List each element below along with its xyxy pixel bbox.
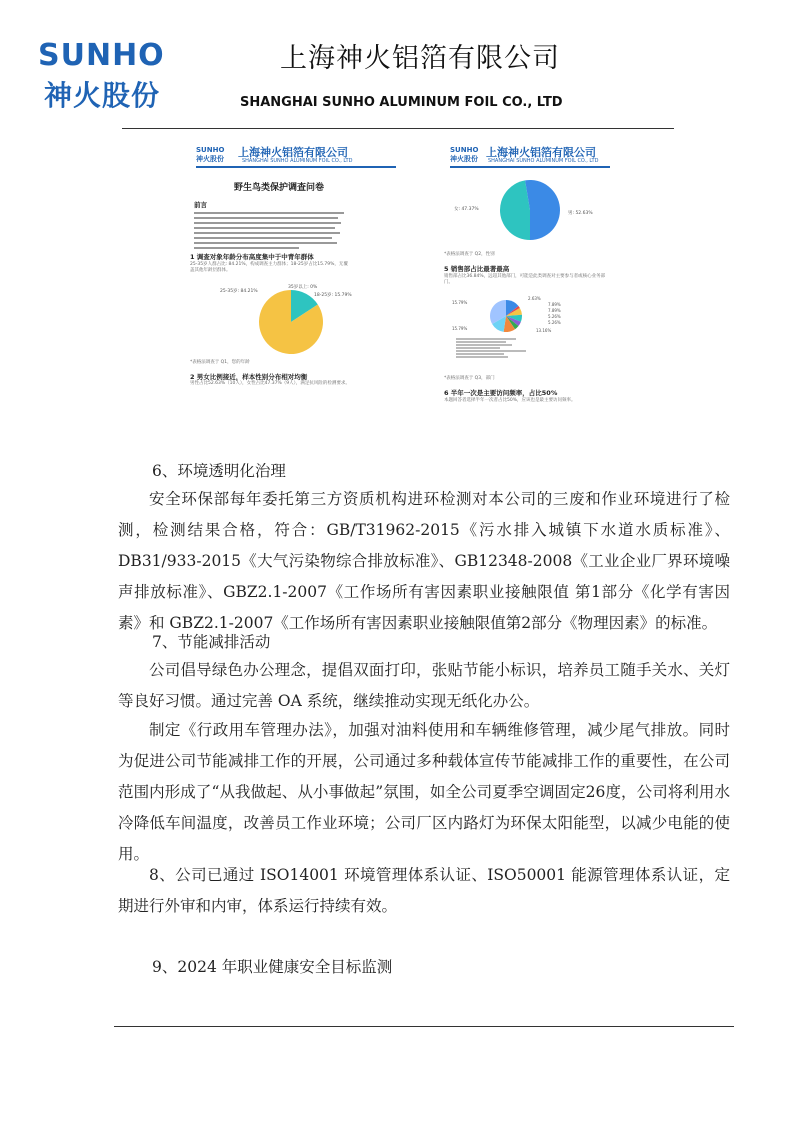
dept-label-2: 7.89% (548, 302, 561, 307)
mini-logo-zh: 神火股份 (196, 155, 224, 163)
survey-section-2: 2 男女比例接近，样本性别分布相对均衡 (190, 373, 308, 381)
paragraph-6: 安全环保部每年委托第三方资质机构进环检测对本公司的三废和作业环境进行了检测，检测结果合格，符合：GB/T31962-2015《污水排入城镇下水道水质标准》、DB31/933-2015《大气污染物综合排放标准》、GB12348-2008《工业企业厂界环境噪声排放标准》、GBZ2.1-2007《工作场所有害因素职业接触限值 第1部分《化学有害因素》和 GBZ2.1-2007《工作场所有害因素职业接触限值第2部分《物理因素》的标准。 (118, 490, 730, 632)
survey-section-2-note: 男性占比52.63%（10人），女性占比47.37%（9人），满足抗风险的检测要求。 (190, 381, 350, 386)
paragraph-8: 8、公司已通过 ISO14001 环境管理体系认证、ISO50001 能源管理体系认证，定期进行外审和内审，体系运行持续有效。 (118, 866, 730, 915)
survey-section-6-note: 本题回答者选择半年一次者占比50%，应该也是最主要访问频率。 (444, 398, 576, 403)
gender-pie-slice-female (500, 180, 530, 240)
mini-company-en-2: SHANGHAI SUNHO ALUMINUM FOIL CO., LTD (488, 158, 599, 164)
age-label-0: 18-25岁: 15.79% (314, 293, 352, 298)
mini-header-bar-2 (450, 166, 610, 168)
survey-page-2 (440, 138, 618, 408)
dept-label-0: 15.79% (452, 300, 468, 305)
survey-section-1-note: 25-35岁人群占比: 84.21%，构成调查主力群体；18-25岁占比15.79%，无覆盖其他年龄层群体。 (190, 262, 348, 273)
heading-9: 9、2024 年职业健康安全目标监测 (152, 958, 393, 976)
gender-pie-chart (450, 174, 610, 244)
header-rule (122, 128, 674, 129)
gender-pie-caption: *表格法调查于 Q2，性别 (444, 252, 495, 257)
mini-company-en: SHANGHAI SUNHO ALUMINUM FOIL CO., LTD (242, 158, 353, 164)
paragraph-7b: 制定《行政用车管理办法》，加强对油料使用和车辆维修管理，减少尾气排放。同时为促进公司节能减排工作的开展，公司通过多种载体宣传节能减排工作的重要性，在公司范围内形成了“从我做起、从小事做起”氛围，如全公司夏季空调固定26度，公司将利用水冷降低车间温度，改善员工作业环境；公司厂区内路灯为环保太阳能型，以减少电能的使用。 (118, 721, 730, 863)
department-pie-chart (450, 294, 610, 336)
department-pie-caption: *表格法调查于 Q3，部门 (444, 376, 495, 381)
gender-pie-slice-male (525, 180, 560, 240)
logo-chinese: 神火股份 (44, 79, 161, 112)
age-pie-caption: *表格法调查于 Q1，您的年龄 (190, 360, 250, 365)
survey-section-6: 6 半年一次是主要访问频率，占比50% (444, 389, 558, 397)
age-label-1: 25-35岁: 84.21% (220, 289, 258, 294)
survey-page-1 (186, 138, 404, 388)
mini-logo-zh-2: 神火股份 (450, 155, 478, 163)
mini-logo-en-2: SUNHO (450, 146, 479, 154)
survey-title: 野生鸟类保护调查问卷 (234, 183, 325, 193)
dept-label-4: 5.26% (548, 314, 561, 319)
gender-label-male: 男: 52.63% (568, 211, 593, 216)
company-name-zh: 上海神火铝箔有限公司 (280, 43, 560, 74)
dept-label-7: 15.79% (452, 326, 468, 331)
department-legend (456, 338, 526, 358)
paragraph-7a: 公司倡导绿色办公理念，提倡双面打印，张贴节能小标识，培养员工随手关水、关灯等良好习惯。通过完善 OA 系统，继续推动实现无纸化办公。 (118, 661, 730, 710)
company-name-en: SHANGHAI SUNHO ALUMINUM FOIL CO., LTD (240, 95, 563, 110)
dept-label-6: 13.16% (536, 328, 552, 333)
age-label-2: 35岁以上: 0% (288, 285, 318, 290)
mini-logo-en: SUNHO (196, 146, 225, 154)
survey-section-5-note: 销售部占比36.84%，远超其他部门，可能是此类调查对主要参与者或核心业务部门。 (444, 274, 606, 285)
gender-label-female: 女: 47.37% (454, 207, 479, 212)
intro-text-lines (194, 212, 344, 249)
logo-wordmark: SUNHO (38, 38, 165, 73)
dept-label-5: 5.26% (548, 320, 561, 325)
mini-company-zh: 上海神火铝箔有限公司 (238, 146, 348, 159)
intro-label: 前言 (194, 201, 207, 209)
age-pie-chart (216, 282, 366, 358)
dept-label-3: 7.89% (548, 308, 561, 313)
mini-company-zh-2: 上海神火铝箔有限公司 (486, 146, 596, 159)
heading-7: 7、节能减排活动 (152, 633, 271, 651)
mini-header-bar (196, 166, 396, 168)
survey-section-5: 5 销售部占比最著最高 (444, 265, 510, 273)
heading-6: 6、环境透明化治理 (152, 462, 286, 480)
footer-rule (114, 1026, 734, 1027)
survey-section-1: 1 调查对象年龄分布高度集中于中青年群体 (190, 253, 314, 261)
dept-label-1: 2.63% (528, 296, 541, 301)
